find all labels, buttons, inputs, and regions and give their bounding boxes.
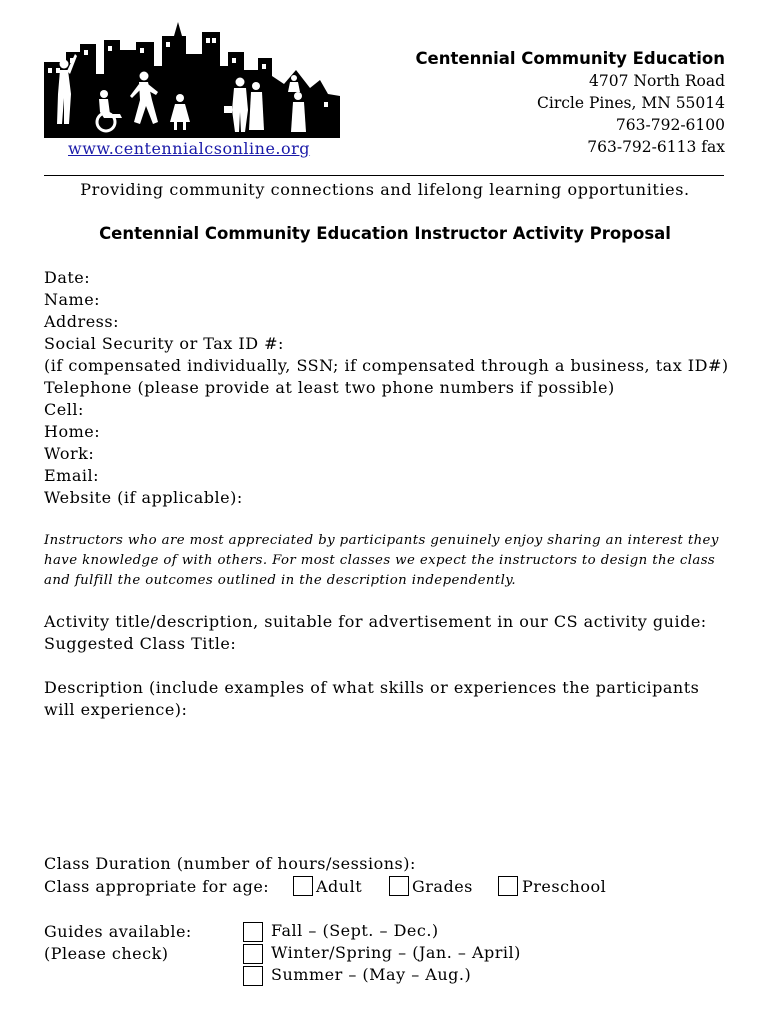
description-field[interactable]: Description (include examples of what skills or experiences the participants will experience):: [44, 678, 700, 719]
form-title: Centennial Community Education Instructor Activity Proposal: [99, 224, 671, 243]
contact-fields: [44, 267, 729, 509]
cell-field[interactable]: Cell:: [44, 400, 84, 419]
address-line-1: 4707 North Road: [589, 72, 725, 90]
name-field[interactable]: Name:: [44, 290, 101, 309]
winter-spring-checkbox[interactable]: [243, 944, 263, 964]
city-skyline-people-logo: [44, 14, 340, 138]
phone-number: 763-792-6100: [615, 116, 725, 134]
activity-title-heading: Activity title/description, suitable for advertisement in our CS activity guide:: [44, 612, 707, 631]
email-field[interactable]: Email:: [44, 466, 100, 485]
work-field[interactable]: Work:: [44, 444, 95, 463]
ssn-tax-field[interactable]: Social Security or Tax ID #:: [44, 334, 284, 353]
adult-checkbox[interactable]: [293, 876, 313, 896]
class-duration-field[interactable]: Class Duration (number of hours/sessions):: [44, 854, 416, 873]
website-field[interactable]: Website (if applicable):: [44, 488, 243, 507]
organization-name: Centennial Community Education: [415, 49, 725, 68]
instructor-note: Instructors who are most appreciated by participants genuinely enjoy sharing an interest they have knowledge of with others. For most classes we expect the instructors to design the class and fulfill the outcomes outlined in the description independently.: [44, 533, 719, 588]
summer-checkbox[interactable]: [243, 966, 263, 986]
ssn-tax-note: (if compensated individually, SSN; if compensated through a business, tax ID#): [44, 356, 729, 375]
suggested-class-title-field[interactable]: Suggested Class Title:: [44, 634, 237, 653]
guides-label: [44, 921, 192, 965]
activity-section: [44, 611, 707, 655]
adult-label: Adult: [316, 877, 363, 896]
grades-checkbox[interactable]: [389, 876, 409, 896]
guides-available-label: Guides available:: [44, 922, 192, 941]
address-line-2: Circle Pines, MN 55014: [537, 94, 725, 112]
date-field[interactable]: Date:: [44, 268, 91, 287]
winter-spring-label: Winter/Spring – (Jan. – April): [271, 943, 521, 962]
fax-number: 763-792-6113 fax: [587, 138, 725, 156]
fall-checkbox[interactable]: [243, 922, 263, 942]
header-divider: [44, 175, 724, 176]
please-check-label: (Please check): [44, 944, 169, 963]
preschool-checkbox[interactable]: [498, 876, 518, 896]
summer-label: Summer – (May – Aug.): [271, 965, 472, 984]
preschool-label: Preschool: [522, 877, 607, 896]
age-label: Class appropriate for age:: [44, 877, 270, 896]
telephone-heading: Telephone (please provide at least two phone numbers if possible): [44, 378, 615, 397]
grades-label: Grades: [412, 877, 473, 896]
tagline: Providing community connections and lifelong learning opportunities.: [80, 180, 690, 199]
website-link[interactable]: www.centennialcsonline.org: [68, 139, 311, 158]
address-field[interactable]: Address:: [44, 312, 119, 331]
organization-contact-block: [415, 48, 725, 158]
fall-label: Fall – (Sept. – Dec.): [271, 921, 439, 940]
home-field[interactable]: Home:: [44, 422, 101, 441]
